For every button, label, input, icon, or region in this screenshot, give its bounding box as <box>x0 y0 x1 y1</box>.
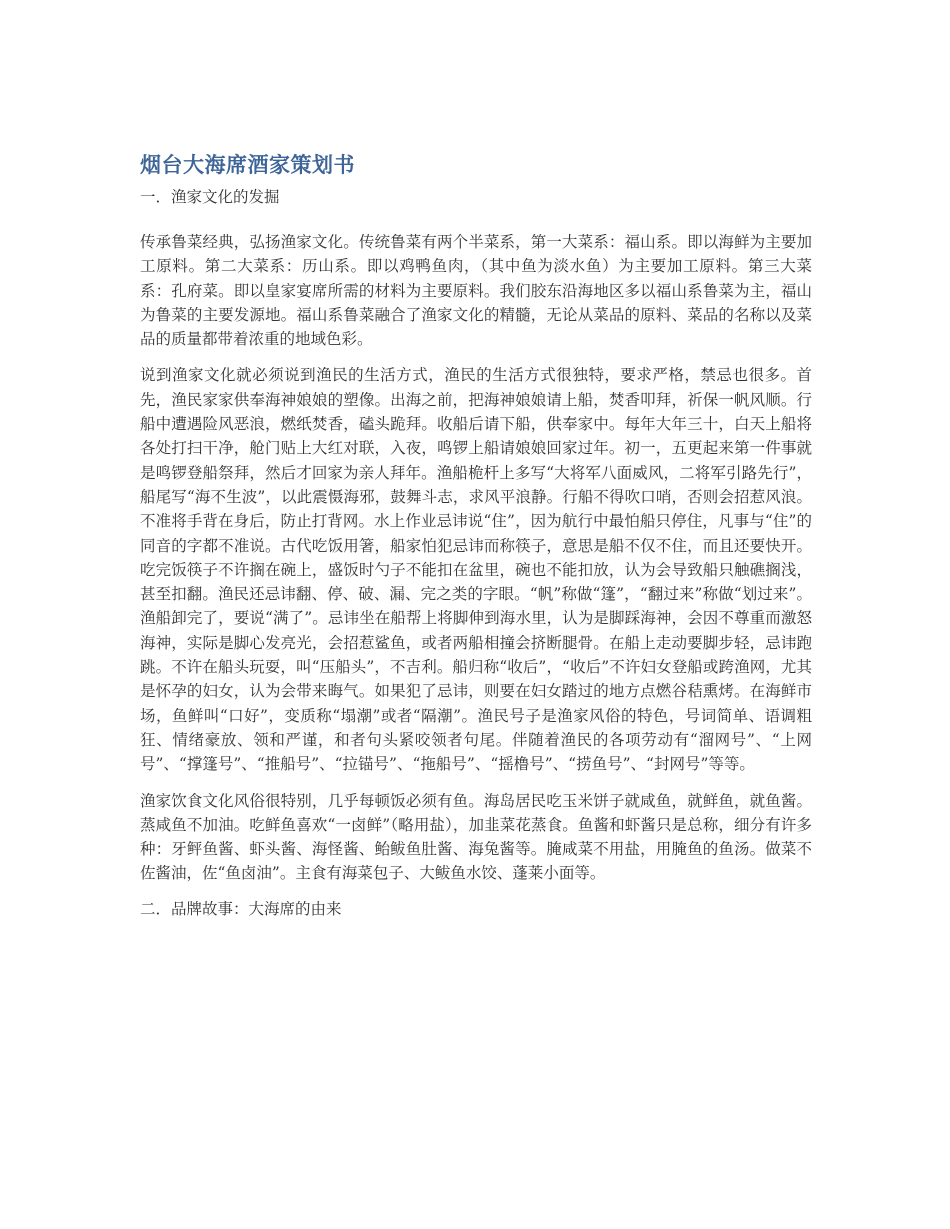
paragraph-fisher-customs: 说到渔家文化就必须说到渔民的生活方式，渔民的生活方式很独特，要求严格，禁忌也很多。首先，渔民家家供奉海神娘娘的塑像。出海之前，把海神娘娘请上船，焚香叩拜，祈保一帆风顺。行船中遭遇险风恶浪，燃纸焚香，磕头跪拜。收船后请下船，供奉家中。每年大年三十，白天上船将各处打扫干净，舱门贴上大红对联，入夜，鸣锣上船请娘娘回家过年。初一，五更起来第一件事就是鸣锣登船祭拜，然后才回家为亲人拜年。渔船桅杆上多写“大将军八面威风，二将军引路先行”，船尾写“海不生波”，以此震慑海邪，鼓舞斗志，求风平浪静。行船不得吹口哨，否则会招惹风浪。不准将手背在身后，防止打背网。水上作业忌讳说“住”，因为航行中最怕船只停住，凡事与“住”的同音的字都不准说。古代吃饭用箸，船家怕犯忌讳而称筷子，意思是船不仅不住，而且还要快开。吃完饭筷子不许搁在碗上，盛饭时勺子不能扣在盆里，碗也不能扣放，认为会导致船只触礁搁浅，甚至扣翻。渔民还忌讳翻、停、破、漏、完之类的字眼。“帆”称做“篷”，“翻过来”称做“划过来”。渔船卸完了，要说“满了”。忌讳坐在船帮上将脚伸到海水里，认为是脚踩海神，会因不尊重而激怒海神，实际是脚心发亮光，会招惹鲨鱼，或者两船相撞会挤断腿骨。在船上走动要脚步轻，忌讳跑跳。不许在船头玩耍，叫“压船头”，不吉利。船归称“收后”，“收后”不许妇女登船或跨渔网，尤其是怀孕的妇女，认为会带来晦气。如果犯了忌讳，则要在妇女踏过的地方点燃谷秸熏烤。在海鲜市场，鱼鲜叫“口好”，变质称“塌潮”或者“隔潮”。渔民号子是渔家风俗的特色，号词简单、语调粗狂、情绪豪放、领和严谨，和者句头紧咬领者句尾。伴随着渔民的各项劳动有“溜网号”、“上网号”、“撑篷号”、“推船号”、“拉锚号”、“拖船号”、“摇橹号”、“捞鱼号”、“封网号”等等。 <box>140 366 812 774</box>
document-page <box>140 150 812 922</box>
section-heading-brand-story: 二．品牌故事：大海席的由来 <box>140 899 342 918</box>
section-heading-fishing-culture: 一．渔家文化的发掘 <box>140 188 280 206</box>
paragraph-food-customs: 渔家饮食文化风俗很特别，几乎每顿饭必须有鱼。海岛居民吃玉米饼子就咸鱼，就鲜鱼，就鱼酱。蒸咸鱼不加油。吃鲜鱼喜欢“一卤鲜”（略用盐），加韭菜花蒸食。鱼酱和虾酱只是总称，细分有许多种：牙鲆鱼酱、虾头酱、海怪酱、鲐鲅鱼肚酱、海兔酱等。腌咸菜不用盐，用腌鱼的鱼汤。做菜不佐酱油，佐“鱼卤油”。主食有海菜包子、大鲅鱼水饺、蓬莱小面等。 <box>140 791 812 883</box>
document-title: 烟台大海席酒家策划书 <box>140 153 355 177</box>
paragraph-lu-cuisine: 传承鲁菜经典，弘扬渔家文化。传统鲁菜有两个半菜系，第一大菜系：福山系。即以海鲜为主要加工原料。第二大菜系：历山系。即以鸡鸭鱼肉，（其中鱼为淡水鱼）为主要加工原料。第三大菜系：孔府菜。即以皇家宴席所需的材料为主要原料。我们胶东沿海地区多以福山系鲁菜为主，福山为鲁菜的主要发源地。福山系鲁菜融合了渔家文化的精髓，无论从菜品的原料、菜品的名称以及菜品的质量都带着浓重的地域色彩。 <box>140 233 812 349</box>
